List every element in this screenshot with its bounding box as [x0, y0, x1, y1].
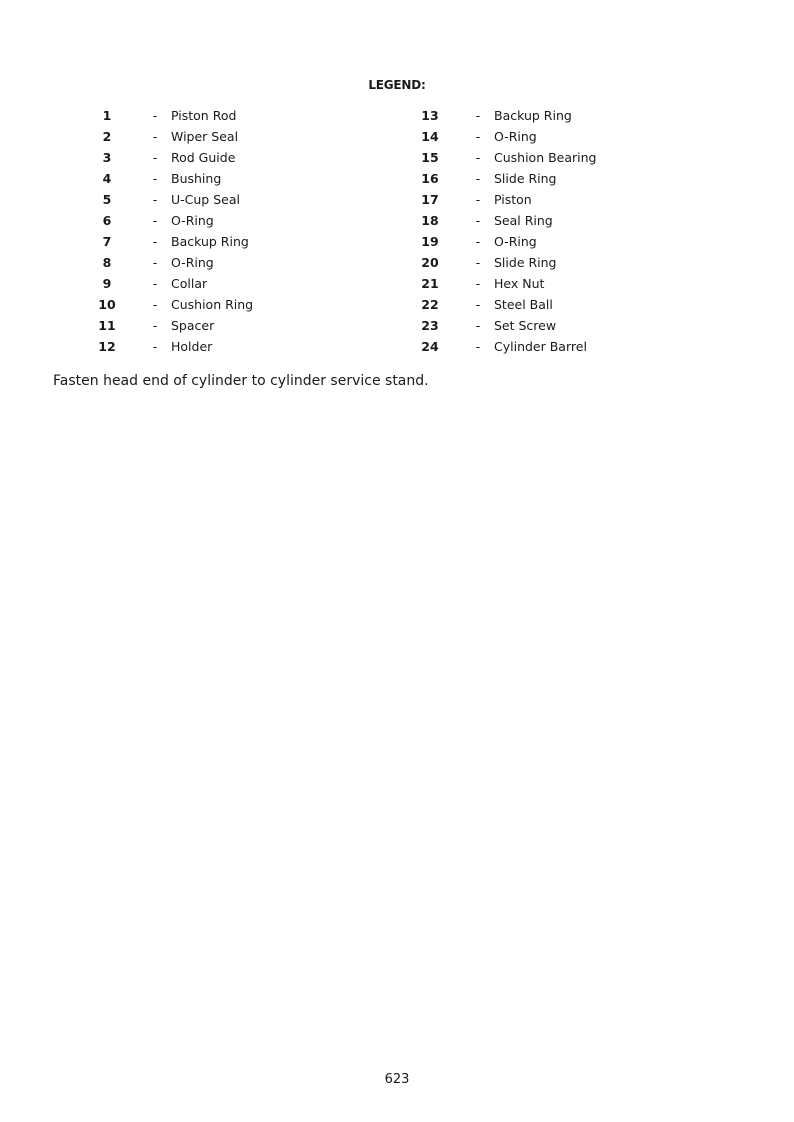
legend-item-dash: - — [475, 129, 481, 144]
legend-item-label: Set Screw — [494, 318, 557, 333]
legend-item-dash: - — [475, 255, 481, 270]
legend-item-label: U-Cup Seal — [171, 192, 240, 207]
legend-item-number: 8 — [102, 255, 112, 270]
legend-item — [0, 189, 794, 210]
legend-item-label: Backup Ring — [494, 108, 572, 123]
legend-item — [0, 273, 794, 294]
legend-item — [0, 252, 794, 273]
legend-item-label: Cushion Bearing — [494, 150, 597, 165]
legend-item-label: Rod Guide — [171, 150, 236, 165]
legend-item-label: Spacer — [171, 318, 215, 333]
legend-item-dash: - — [475, 276, 481, 291]
legend-item-dash: - — [475, 297, 481, 312]
legend-item-label: O-Ring — [171, 255, 214, 270]
legend-item — [0, 105, 794, 126]
legend-title: LEGEND: — [368, 78, 426, 92]
legend-item — [0, 231, 794, 252]
legend-item-label: O-Ring — [494, 234, 537, 249]
legend-item-number: 20 — [421, 255, 439, 270]
legend-item-number: 13 — [421, 108, 439, 123]
legend-item-dash: - — [475, 339, 481, 354]
legend-item-number: 12 — [98, 339, 116, 354]
legend-item-label: Wiper Seal — [171, 129, 239, 144]
page-number: 623 — [384, 1072, 410, 1087]
legend-item-label: O-Ring — [494, 129, 537, 144]
legend-item — [0, 210, 794, 231]
legend-item-label: Piston Rod — [171, 108, 237, 123]
legend-item-number: 11 — [98, 318, 116, 333]
legend-item-label: Seal Ring — [494, 213, 553, 228]
legend-item-number: 6 — [102, 213, 112, 228]
legend-item-number: 5 — [102, 192, 112, 207]
legend-item-label: Hex Nut — [494, 276, 545, 291]
legend-item-dash: - — [475, 234, 481, 249]
legend-item-label: O-Ring — [171, 213, 214, 228]
legend-item-label: Collar — [171, 276, 208, 291]
legend-item-number: 19 — [421, 234, 439, 249]
legend-item — [0, 147, 794, 168]
legend-item-number: 21 — [421, 276, 439, 291]
legend-item-dash: - — [152, 129, 158, 144]
instruction-text: Fasten head end of cylinder to cylinder service stand. — [53, 373, 429, 389]
legend-item — [0, 168, 794, 189]
legend-item-dash: - — [152, 318, 158, 333]
legend-item-dash: - — [152, 150, 158, 165]
legend-item — [0, 126, 794, 147]
legend-item — [0, 294, 794, 315]
legend-item-dash: - — [475, 192, 481, 207]
legend-item-number: 3 — [102, 150, 112, 165]
legend-item-dash: - — [475, 213, 481, 228]
legend-item-number: 9 — [102, 276, 112, 291]
legend-item-number: 2 — [102, 129, 112, 144]
legend-item-dash: - — [475, 171, 481, 186]
legend-item-number: 14 — [421, 129, 439, 144]
legend-item-label: Cushion Ring — [171, 297, 254, 312]
legend-item-number: 17 — [421, 192, 439, 207]
legend-item — [0, 315, 794, 336]
legend-item-number: 10 — [98, 297, 116, 312]
legend-item-label: Piston — [494, 192, 532, 207]
legend-item-dash: - — [475, 318, 481, 333]
legend-item-label: Steel Ball — [494, 297, 553, 312]
legend-item-label: Bushing — [171, 171, 222, 186]
legend-item-label: Slide Ring — [494, 171, 557, 186]
legend-item-number: 23 — [421, 318, 439, 333]
legend-item-number: 24 — [421, 339, 439, 354]
legend-item-dash: - — [152, 192, 158, 207]
legend-item-dash: - — [152, 213, 158, 228]
legend-item-label: Holder — [171, 339, 213, 354]
legend-item-number: 1 — [102, 108, 112, 123]
legend-item-number: 15 — [421, 150, 439, 165]
legend-item-label: Cylinder Barrel — [494, 339, 587, 354]
legend-item-dash: - — [152, 339, 158, 354]
legend-item-dash: - — [152, 276, 158, 291]
legend-item-label: Slide Ring — [494, 255, 557, 270]
legend-item-dash: - — [152, 234, 158, 249]
legend-item-dash: - — [475, 108, 481, 123]
legend-item-dash: - — [152, 108, 158, 123]
legend-item-number: 22 — [421, 297, 439, 312]
legend-item-dash: - — [152, 297, 158, 312]
legend-item-dash: - — [475, 150, 481, 165]
legend-item-number: 7 — [102, 234, 112, 249]
legend-item-number: 18 — [421, 213, 439, 228]
legend-item — [0, 336, 794, 357]
legend-item-dash: - — [152, 255, 158, 270]
legend-item-number: 4 — [102, 171, 112, 186]
legend-item-number: 16 — [421, 171, 439, 186]
legend-item-label: Backup Ring — [171, 234, 249, 249]
legend-item-dash: - — [152, 171, 158, 186]
